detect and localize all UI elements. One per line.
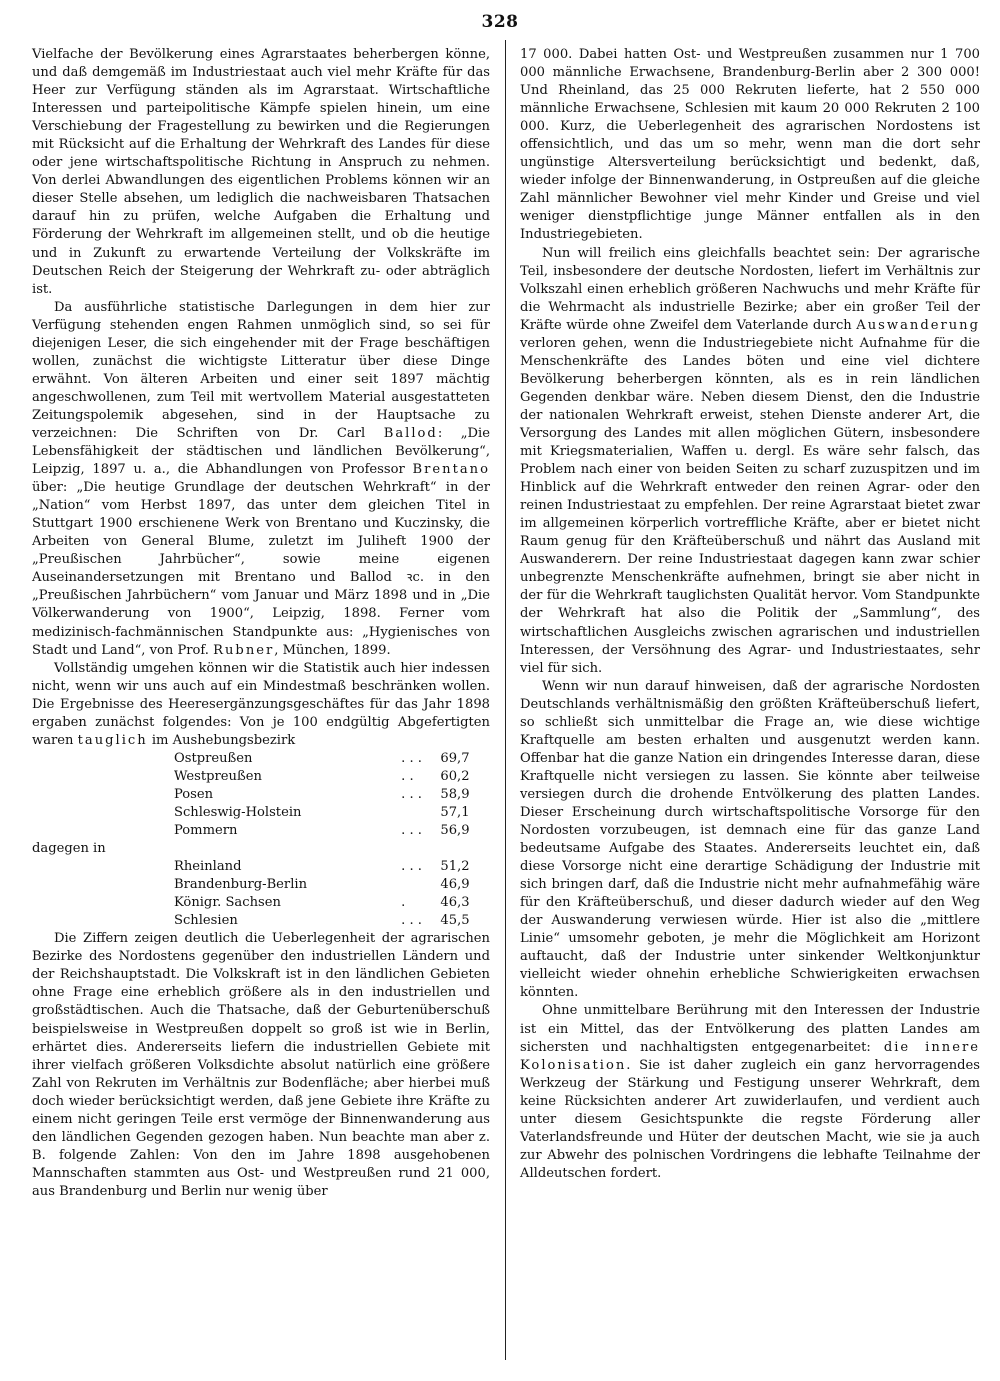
table-row: [32, 894, 490, 912]
author-brentano: Brentano: [412, 462, 490, 478]
leader-dots: [401, 804, 440, 822]
table-row: [32, 804, 490, 822]
region-value: 45,5: [440, 913, 470, 929]
paragraph: [520, 245, 980, 678]
text-run: . Sie ist daher zugleich ein ganz hervorragendes Werkzeug der Stärkung und Festigung unserer Wehrkraft, dem keine Rücksichten anderer Art zuwiderlaufen, und verdient auch unter diesem Gesichtspunkte die regste Förderung aller Vaterlandsfreunde und Hüter der deutschen Macht, wie sie ja auch zur Abwehr des polnischen Vordringens die lebhafte Teilnahme der Alldeutschen fordert.: [520, 1057, 980, 1181]
region-value: 51,2: [440, 859, 470, 875]
emphasis-innere-kolonisation: die innere Kolonisation: [520, 1039, 980, 1073]
right-column: [520, 46, 980, 1183]
region-value: 58,9: [440, 786, 470, 802]
emphasis-auswanderung: Auswanderung: [856, 317, 980, 333]
leader-dots: [401, 876, 440, 894]
region-value: 56,9: [440, 823, 470, 839]
leader-dots: . . .: [401, 823, 422, 839]
paragraph-statistics: [32, 660, 490, 750]
region-name: Westpreußen: [174, 768, 262, 784]
fitness-table-northeast: [32, 750, 490, 840]
left-column: [32, 46, 490, 1201]
region-value: 60,2: [440, 768, 470, 784]
text-run: verloren gehen, wenn die Industriegebiete nicht Aufnahme für die Menschenkräfte des Landes böten und eine viel dichtere Bevölkerung beherbergen könnten, als es in rein ländlichen Gegenden denkbar wäre. Neben diesem Dienst, den die Industrie der nationalen Wehrkraft erweist, stehen Dienste anderer Art, die Versorgung des Landes mit allen möglichen Gütern, insbesondere mit Kriegsmaterialien, Waffen u. dergl. Es wäre sehr falsch, das Problem nach einer von beiden Seiten zu scharf zuzuspitzen und im Hinblick auf die Wehrkraft entweder den reinen Agrar- oder den reinen Industriestaat zu empfehlen. Der reine Agrarstaat bietet zwar im allgemeinen körperlich vortreffliche Kräfte, aber er bietet nicht Raum genug für den Kräfteüberschuß und nährt das Ausland mit Auswanderern. Der reine Industriestaat dagegen kann zwar schier unbegrenzte Menschenkräfte aufnehmen, bringt sie aber nicht in der für die Wehrkraft tauglichsten Qualität hervor. Vom Standpunkte der Wehrkraft hat also die Politik der „Sammlung“, des wirtschaftlichen Ausgleichs zwischen agrarischen und industriellen Interessen, der Versöhnung des Agrar- und Industriestaates, sehr viel für sich.: [520, 335, 980, 676]
region-value: 57,1: [440, 804, 470, 820]
page-number: 328: [481, 12, 519, 32]
region-name: Ostpreußen: [174, 750, 253, 766]
dagegen-label: dagegen in: [32, 841, 106, 857]
text-run: im Aushebungsbezirk: [151, 732, 296, 748]
leader-dots: .: [401, 895, 406, 911]
table-row: [32, 912, 490, 930]
paragraph-literature: [32, 299, 490, 660]
leader-dots: . .: [401, 768, 414, 784]
paragraph: Vielfache der Bevölkerung eines Agrarstaates beherbergen könne, und daß demgemäß im Industriestaat auch viel mehr Kräfte für das Heer zur Verfügung ständen als im Agrarstaat. Wirtschaftliche Interessen und parteipolitische Kämpfe spielen hinein, um eine Verschiebung der Fragestellung zu bewirken und die Regierungen mit Rücksicht auf die Erhaltung der Wehrkraft des Landes für diese oder jene wirtschaftspolitische Richtung in Anspruch zu nehmen. Von derlei Abwandlungen des eigentlichen Problems können wir an dieser Stelle absehen, um lediglich die nachweisbaren Thatsachen darauf hin zu prüfen, welche Aufgaben die Erhaltung und Förderung der Wehrkraft im allgemeinen stellt, und ob die heutige und in Zukunft zu erwartende Verteilung der Volkskräfte im Deutschen Reich der Steigerung der Wehrkraft zu- oder abträglich ist.: [32, 47, 490, 297]
author-rubner: Rubner: [213, 642, 275, 658]
text-run: Da ausführliche statistische Darlegungen in dem hier zur Verfügung stehenden engen Rahmen unmöglich sind, so sei für diejenigen Leser, die sich eingehender mit der Frage beschäftigen wollen, zunächst die wichtigste Litteratur über diese Dinge erwähnt. Von älteren Arbeiten und einer seit 1897 mächtig angeschwollenen, zum Teil mit wertvollem Material ausgestatteten Zeitungspolemik abgesehen, sind in der Hauptsache zu verzeichnen: Die Schriften von Dr. Carl: [32, 299, 490, 441]
paragraph: [520, 1002, 980, 1182]
author-ballod: Ballod: [383, 425, 438, 441]
leader-dots: . . .: [401, 859, 422, 875]
leader-dots: . . .: [401, 913, 422, 929]
region-name: Königr. Sachsen: [174, 895, 281, 911]
emphasis-tauglich: tauglich: [77, 732, 148, 748]
region-value: 46,3: [440, 895, 470, 911]
text-run: Ohne unmittelbare Berührung mit den Interessen der Industrie ist ein Mittel, das der Entvölkerung des platten Landes am sichersten und nachhaltigsten entgegenarbeitet:: [520, 1003, 980, 1055]
table-row: [32, 876, 490, 894]
table-row: [32, 750, 490, 768]
region-name: Rheinland: [174, 859, 242, 875]
region-name: Schleswig-Holstein: [174, 804, 302, 820]
table-row: [32, 822, 490, 840]
region-name: Pommern: [174, 823, 238, 839]
text-run: über: „Die heutige Grundlage der deutschen Wehrkraft“ in der „Nation“ vom Herbst 1897, das unter dem gleichen Titel in Stuttgart 1900 erschienene Werk von Brentano und Kuczinsky, die Arbeiten von General Blume, zuletzt im Juliheft 1900 der „Preußischen Jahrbücher“, sowie meine eigenen Auseinandersetzungen mit Brentano und Ballod ꝛc. in den „Preußischen Jahrbüchern“ vom Januar und März 1898 und in „Die Völkerwanderung von 1900“, Leipzig, 1898. Ferner vom medizinisch-fachmännischen Standpunkte aus: „Hygienisches von Stadt und Land“, von Prof.: [32, 480, 490, 658]
region-value: 46,9: [440, 877, 470, 893]
paragraph: Die Ziffern zeigen deutlich die Ueberlegenheit der agrarischen Bezirke des Nordostens gegenüber den industriellen Ländern und der Reichshauptstadt. Die Volkskraft ist in den ländlichen Gebieten ohne Frage eine erheblich größere als in den industriellen und großstädtischen. Auch die Thatsache, daß der Geburtenüberschuß beispielsweise in Westpreußen doppelt so groß ist wie in Berlin, erhärtet dies. Andererseits liefern die industriellen Gebiete mit ihrer vielfach größeren Volksdichte absolut natürlich eine größere Zahl von Rekruten im Verhältnis zur Bodenfläche; aber hierbei muß doch wieder berücksichtigt werden, daß jene Gebiete ihre Kräfte zu einem nicht geringen Teile erst vermöge der Binnenwanderung aus den ländlichen Gegenden gezogen haben. Nun beachte man aber z. B. folgende Zahlen: Von den im Jahre 1898 ausgehobenen Mannschaften stammten aus Ost- und Westpreußen rund 21 000, aus Brandenburg und Berlin nur wenig über: [32, 931, 490, 1199]
table-row: [32, 786, 490, 804]
text-run: Nun will freilich eins gleichfalls beachtet sein: Der agrarische Teil, insbesondere der deutsche Nordosten, liefert im Verhältnis zur Volkszahl einen erheblich größeren Nachwuchs und mehr Kräfte für die Wehrmacht als industrielle Bezirke; aber ein großer Teil der Kräfte würde ohne Zweifel dem Vaterlande durch: [520, 245, 980, 333]
text-run: Vollständig umgehen können wir die Statistik auch hier indessen nicht, wenn wir uns auch auf ein Mindestmaß beschränken wollen. Die Ergebnisse des Heeresergänzungsgeschäftes für das Jahr 1898 ergaben zunächst folgendes: Von je 100 endgültig Abgefertigten waren: [32, 660, 490, 748]
leader-dots: . . .: [401, 750, 422, 766]
paragraph: 17 000. Dabei hatten Ost- und Westpreußen zusammen nur 1 700 000 männliche Erwachsene, Brandenburg-Berlin aber 2 300 000! Und Rheinland, das 25 000 Rekruten lieferte, hat 2 550 000 männliche Erwachsene, Schlesien mit kaum 20 000 Rekruten 2 100 000. Kurz, die Ueberlegenheit des agrarischen Nordostens ist offensichtlich, und das um so mehr, wenn man die dort sehr ungünstige Altersverteilung berücksichtigt und bedenkt, daß, wieder infolge der Binnenwanderung, in Ostpreußen auf die gleiche Zahl männlicher Bewohner viel mehr Kinder und Greise und viel weniger dienstpflichtige junge Männer entfallen als in den Industriegebieten.: [520, 47, 980, 243]
column-divider: [505, 40, 506, 1360]
region-name: Brandenburg-Berlin: [174, 877, 308, 893]
text-run: , München, 1899.: [274, 642, 391, 658]
region-value: 69,7: [440, 750, 470, 766]
region-name: Posen: [174, 786, 214, 802]
leader-dots: . . .: [401, 786, 422, 802]
table-row: [32, 768, 490, 786]
table-row: [32, 858, 490, 876]
region-name: Schlesien: [174, 913, 238, 929]
paragraph: Wenn wir nun darauf hinweisen, daß der agrarische Nordosten Deutschlands verhältnismäßig den größten Kräfteüberschuß liefert, so schließt sich unmittelbar die Frage an, wie diese wichtige Kraftquelle am besten erhalten und ausgenutzt werden kann. Offenbar hat die ganze Nation ein dringendes Interesse daran, diese Kraftquelle nicht versiegen zu lassen. Sie könnte aber teilweise versiegen durch die drohende Entvölkerung des platten Landes. Dieser Erscheinung durch wirtschaftspolitische Vorsorge für den Nordosten vorzubeugen, ist demnach eine für das ganze Land bedeutsame Aufgabe des Staates. Andererseits leuchtet ein, daß diese Vorsorge nicht eine derartige Schädigung der Industrie mit sich bringen darf, daß die Industrie nicht mehr aufnahmefähig wäre für den Kräfteüberschuß, und dieser dadurch wieder auf den Weg der Auswanderung verwiesen würde. Hier ist also die „mittlere Linie“ umsomehr geboten, je mehr die Möglichkeit am Horizont auftaucht, daß der Industrie unter sinkender Weltkonjunktur vielleicht wieder ohnehin erhebliche Schwierigkeiten erwachsen könnten.: [520, 678, 980, 1001]
text-run: : „Die Lebensfähigkeit der städtischen und ländlichen Bevölkerung“, Leipzig, 1897 u. a., die Abhandlungen von Professor: [32, 425, 490, 478]
fitness-table-industrial: [32, 858, 490, 930]
